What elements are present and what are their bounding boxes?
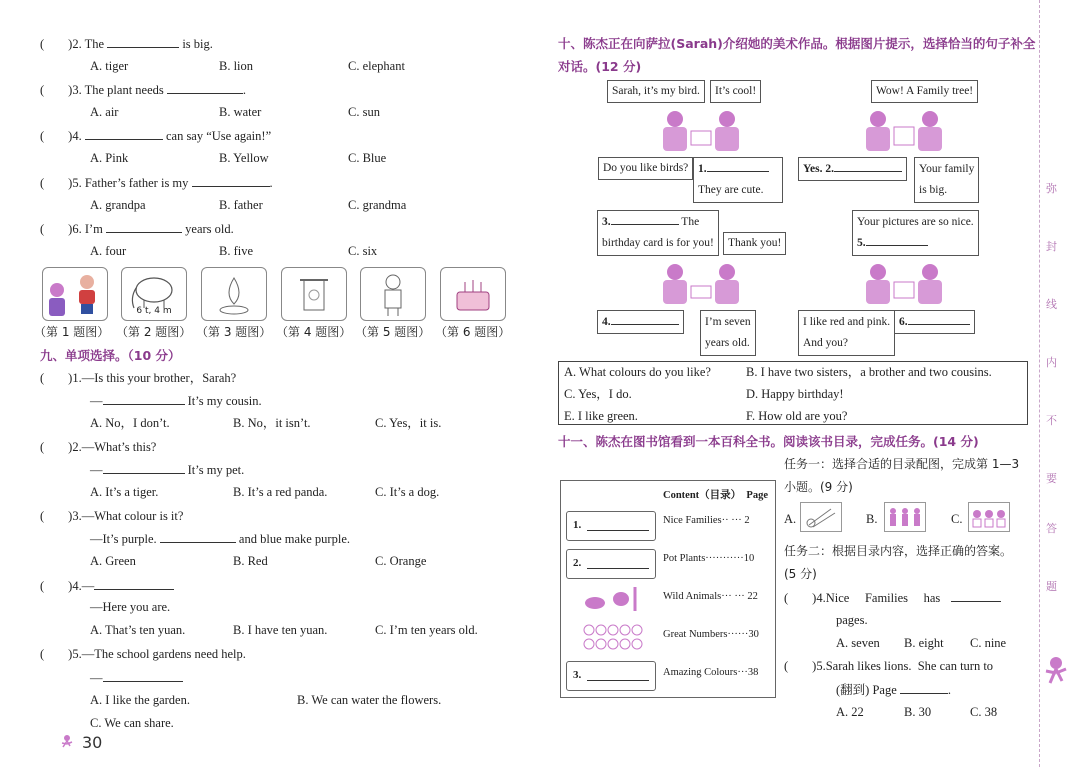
section-11-title: 十一、陈杰在图书馆看到一本百科全书。阅读该书目录，完成任务。(14 分): [558, 434, 979, 449]
option-b[interactable]: B. I have ten yuan.: [233, 623, 328, 637]
figure-4-recycle-bin: [281, 267, 347, 321]
option-b[interactable]: B. Red: [233, 554, 268, 568]
numbers-icon: [581, 621, 645, 653]
caption-3: （第 3 题图）: [196, 325, 272, 339]
answer-blank[interactable]: [900, 681, 948, 694]
question-4: ( )4. can say “Use again!”: [40, 129, 272, 143]
toc-entry-5: Amazing Colours···38: [663, 667, 759, 678]
running-child-icon: [58, 734, 76, 752]
bubble-answer-1: 1. They are cute.: [693, 157, 783, 203]
s9-question-5: ( )5.—The school gardens need help.: [40, 647, 246, 661]
toc-entry-3: Wild Animals··· ··· 22: [663, 591, 758, 602]
s9-question-2: ( )2.—What’s this?: [40, 440, 157, 454]
bubble-like-birds: Do you like birds?: [598, 157, 693, 180]
option-c[interactable]: C. Yes，it is.: [375, 416, 442, 430]
option-a[interactable]: A. It’s a tiger.: [90, 485, 159, 499]
task-question-5: ( )5.Sarah likes lions. She can turn to: [784, 659, 994, 673]
scene-1-figures-icon: [655, 107, 745, 151]
bubble-pictures-nice: Your pictures are so nice. 5.: [852, 210, 979, 256]
question-6: ( )6. I’m years old.: [40, 222, 234, 236]
scene-4-figures-icon: [858, 260, 948, 304]
answer-blank[interactable]: [167, 81, 243, 94]
option-a[interactable]: A. four: [90, 244, 127, 258]
task-1-title-cont: 小题。(9 分): [784, 480, 853, 494]
caption-2: （第 2 题图）: [116, 325, 192, 339]
task-1-title: 任务一：选择合适的目录配图，完成第 1—3: [784, 457, 1020, 471]
toc-image-slot-2[interactable]: 2.: [566, 549, 656, 579]
pic-option-a[interactable]: [800, 502, 842, 532]
option-b[interactable]: B. No，it isn’t.: [233, 416, 311, 430]
bubble-family-tree: Wow! A Family tree!: [871, 80, 978, 103]
figure-2-elephant: [121, 267, 187, 321]
option-a[interactable]: A. seven: [836, 636, 880, 650]
option-b[interactable]: B. It’s a red panda.: [233, 485, 328, 499]
binding-margin: 弥 封 线 内 不 要 答 题: [1039, 0, 1080, 767]
option-c[interactable]: C. Blue: [348, 151, 387, 165]
answer-blank[interactable]: [192, 174, 270, 187]
option-a[interactable]: A. air: [90, 105, 119, 119]
answer-blank[interactable]: [834, 159, 902, 172]
bubble-cool: It’s cool!: [710, 80, 761, 103]
option-c[interactable]: C. 38: [970, 705, 998, 719]
option-b[interactable]: B. eight: [904, 636, 944, 650]
toc-entry-1: Nice Families·· ··· 2: [663, 515, 750, 526]
paint-brush-icon: [801, 503, 841, 531]
bubble-answer-2: Yes. 2.: [798, 157, 907, 181]
option-a[interactable]: A. 22: [836, 705, 864, 719]
answer-blank[interactable]: [160, 530, 236, 543]
option-a[interactable]: A. Green: [90, 554, 136, 568]
pic-option-b-label: B.: [866, 512, 878, 526]
option-a[interactable]: A. I like the garden.: [90, 693, 190, 707]
toc-card: [560, 480, 776, 698]
option-c[interactable]: C. sun: [348, 105, 380, 119]
task-2-title-cont: (5 分): [784, 567, 817, 581]
elephant-label: 6 t, 4 m: [136, 306, 172, 316]
toc-page-heading: Page: [746, 490, 768, 501]
toc-heading: Content（目录）: [663, 490, 742, 501]
monkey-icon: [1042, 655, 1072, 697]
answer-blank[interactable]: [611, 212, 679, 225]
answer-blank[interactable]: [85, 127, 163, 140]
grandpa-icon: [361, 268, 425, 320]
answer-blank[interactable]: [106, 220, 182, 233]
pic-option-c-label: C.: [951, 512, 963, 526]
right-page: 十、陈杰正在向萨拉(Sarah)介绍她的美术作品。根据图片提示，选择恰当的句子补全 对话。(12 分) Sarah, it’s my bird. It’s cool! Do you like birds? 1. They are cute. Wow! A Family tree! Yes. 2. Your family is big. 3. The birthday card is for you! Thank you! 4. I’m seven years old. Your pictures are so nice. 5. I like red and pink. And you? 6. A. What colours do you like? B. I have two sisters，a brother and two cousins. C. Yes，I do. D. Happy birthday! E. I like green. F. How old are you? 十一、陈杰在图书馆看到一本百科全书。阅读该书目录，完成任务。(14 分) Content（目录） Page 1. Nice Families·· ··· 2 2. Pot Plants···········10 Wild Animals··· ··· 22 Great Numbers······30 3. Amazing Colours···38 任务一：选择合适的目录配图，完成第 1—3 小题。(9 分) A. B. C. 任务二：根据目录内容，选择正确的答案。 (5 分) ( )4.Nice Families has pages. A. seven B. eight C. nine ( )5.Sarah likes lions. She can turn to (翻到) Page . A. 22 B. 30 C. 38 弥 封 线 内 不 要 答 题: [540, 0, 1080, 767]
choice-b[interactable]: B. I have two sisters，a brother and two cousins.: [746, 365, 992, 379]
scene-2-figures-icon: [858, 107, 948, 151]
toc-entry-4: Great Numbers······30: [663, 629, 759, 640]
pot-plants-icon: [969, 503, 1009, 531]
wild-animals-icon: [581, 581, 645, 615]
caption-4: （第 4 题图）: [276, 325, 352, 339]
answer-blank[interactable]: [908, 312, 970, 325]
option-b[interactable]: B. five: [219, 244, 254, 258]
question-2: ( )2. The is big.: [40, 37, 213, 51]
question-5: ( )5. Father’s father is my .: [40, 176, 273, 190]
bubble-family-big: Your family is big.: [914, 157, 979, 203]
pic-option-a-label: A.: [784, 512, 797, 526]
answer-blank[interactable]: [94, 577, 174, 590]
answer-blank[interactable]: [611, 312, 679, 325]
s9-question-3: ( )3.—What colour is it?: [40, 509, 184, 523]
recycle-bin-icon: [282, 268, 346, 320]
figure-3-water-drop: [201, 267, 267, 321]
answer-blank[interactable]: [951, 589, 1001, 602]
option-c[interactable]: C. elephant: [348, 59, 405, 73]
family-icon: [885, 503, 925, 531]
pic-option-c[interactable]: [968, 502, 1010, 532]
choice-d[interactable]: D. Happy birthday!: [746, 387, 844, 401]
bubble-answer-6: 6.: [894, 310, 975, 334]
section-10-title: 十、陈杰正在向萨拉(Sarah)介绍她的美术作品。根据图片提示，选择恰当的句子补全: [558, 36, 1036, 51]
answer-blank[interactable]: [107, 35, 179, 48]
choice-f[interactable]: F. How old are you?: [746, 409, 848, 423]
birthday-cake-icon: [441, 268, 505, 320]
bubble-answer-4: 4.: [597, 310, 684, 334]
option-a[interactable]: A. No，I don’t.: [90, 416, 170, 430]
option-c[interactable]: C. grandma: [348, 198, 407, 212]
option-a[interactable]: A. grandpa: [90, 198, 146, 212]
option-a[interactable]: A. That’s ten yuan.: [90, 623, 186, 637]
section-9-title: 九、单项选择。（10 分）: [40, 348, 181, 363]
option-c[interactable]: C. Orange: [375, 554, 427, 568]
task-2-title: 任务二：根据目录内容，选择正确的答案。: [784, 544, 1013, 558]
choice-a[interactable]: A. What colours do you like?: [564, 365, 711, 379]
section-10-title-cont: 对话。(12 分): [558, 59, 642, 74]
option-c[interactable]: C. I’m ten years old.: [375, 623, 478, 637]
answer-blank[interactable]: [103, 669, 183, 682]
figure-5-grandpa: [360, 267, 426, 321]
option-b[interactable]: B. father: [219, 198, 263, 212]
option-b[interactable]: B. lion: [219, 59, 254, 73]
toc-entry-2: Pot Plants···········10: [663, 553, 755, 564]
option-a[interactable]: A. Pink: [90, 151, 129, 165]
figure-6-birthday-cake: [440, 267, 506, 321]
bubble-answer-3: 3. The birthday card is for you!: [597, 210, 719, 256]
s9-question-4: ( )4.—: [40, 577, 174, 594]
left-page: ( )2. The is big. A. tiger B. lion C. elephant ( )3. The plant needs . A. air B. water C. sun ( )4. can say “Use again!” A. Pink B. Yellow C. Blue ( )5. Father’s father is my . A. grandpa B. father C. grandma ( )6. I’m years old. A. four B. five C. six 6 t, 4 m （第 1 题图） （第 2 题图） （第 3 题图） （第 4 题图） （第 5 题图） （第 6 题图） 九、单项选择。（10 分） ( )1.—Is this your brother，Sarah? — It’s my cousin. A. No，I don’t. B. No，it isn’t. C. Yes，it is. ( )2.—What’s this? — It’s my pet. A. It’s a tiger. B. It’s a red panda. C. It’s a dog. ( )3.—What colour is it? —It’s purple. and blue make purple. A. Green B. Red C. Orange ( )4.— —Here you are. A. That’s ten yuan. B. I have ten yuan. C. I’m ten years old. ( )5.—The school gardens need help. — A. I like the garden. B. We can water the flowers. C. We can share. 30: [34, 37, 511, 752]
option-a[interactable]: A. tiger: [90, 59, 129, 73]
water-drop-icon: [202, 268, 266, 320]
option-b[interactable]: B. water: [219, 105, 262, 119]
question-3: ( )3. The plant needs .: [40, 83, 247, 97]
choices-box: [558, 361, 1028, 425]
answer-blank[interactable]: [103, 392, 185, 405]
pic-option-b[interactable]: [884, 502, 926, 532]
people-illustration-icon: [43, 268, 107, 320]
option-b[interactable]: B. We can water the flowers.: [297, 693, 442, 707]
choice-e[interactable]: E. I like green.: [564, 409, 638, 423]
task-question-4: ( )4.Nice Families has: [784, 589, 1001, 606]
scene-3-figures-icon: [655, 260, 745, 304]
toc-image-slot-1[interactable]: 1.: [566, 511, 656, 541]
option-c[interactable]: C. nine: [970, 636, 1007, 650]
s9-question-1: ( )1.—Is this your brother，Sarah?: [40, 371, 237, 385]
option-c[interactable]: C. It’s a dog.: [375, 485, 440, 499]
option-c[interactable]: C. six: [348, 244, 378, 258]
answer-blank[interactable]: [707, 159, 769, 172]
option-b[interactable]: B. 30: [904, 705, 932, 719]
choice-c[interactable]: C. Yes，I do.: [564, 387, 632, 401]
toc-image-slot-3[interactable]: 3.: [566, 661, 656, 691]
caption-6: （第 6 题图）: [435, 325, 511, 339]
bubble-red-pink: I like red and pink. And you?: [798, 310, 895, 356]
caption-1: （第 1 题图）: [34, 325, 110, 339]
page-number: 30: [82, 733, 103, 752]
bubble-bird: Sarah, it’s my bird.: [607, 80, 705, 103]
option-b[interactable]: B. Yellow: [219, 151, 269, 165]
figure-1-people: [42, 267, 108, 321]
bubble-seven: I’m seven years old.: [700, 310, 756, 356]
caption-5: （第 5 题图）: [355, 325, 431, 339]
option-c[interactable]: C. We can share.: [90, 716, 174, 730]
answer-blank[interactable]: [103, 461, 185, 474]
answer-blank[interactable]: [866, 233, 928, 246]
bubble-thank-you: Thank you!: [723, 232, 786, 255]
